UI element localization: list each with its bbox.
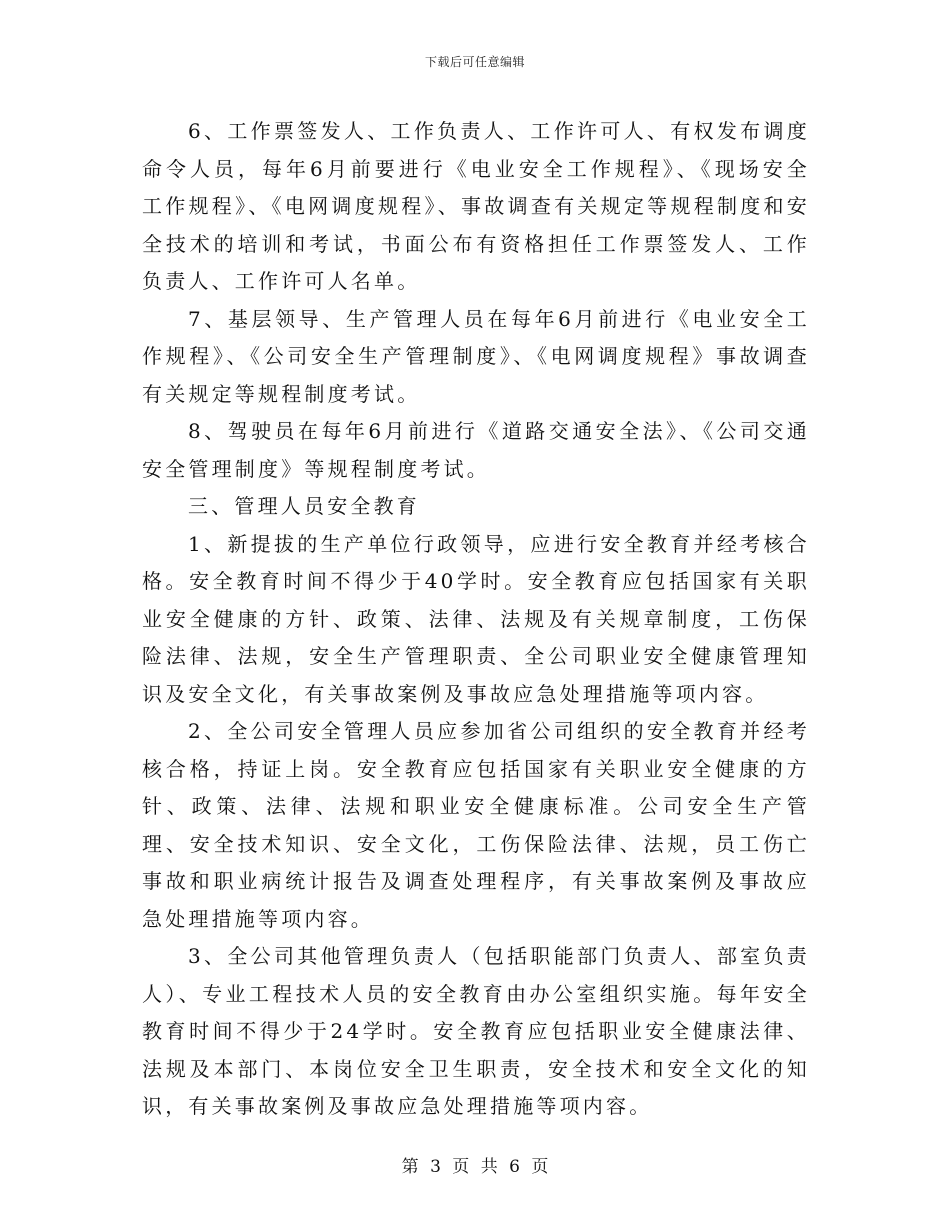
paragraph-item-8: 8、驾驶员在每年6月前进行《道路交通安全法》、《公司交通安全管理制度》等规程制度考试。 <box>142 419 810 481</box>
paragraph-item-6: 6、工作票签发人、工作负责人、工作许可人、有权发布调度命令人员，每年6月前要进行《电业安全工作规程》、《现场安全工作规程》、《电网调度规程》、事故调查有关规定等规程制度和安全技术的培训和考试，书面公布有资格担任工作票签发人、工作负责人、工作许可人名单。 <box>142 119 810 293</box>
paragraph-item-7: 7、基层领导、生产管理人员在每年6月前进行《电业安全工作规程》、《公司安全生产管理制度》、《电网调度规程》事故调查有关规定等规程制度考试。 <box>142 306 810 406</box>
paragraph-item-1: 1、新提拔的生产单位行政领导，应进行安全教育并经考核合格。安全教育时间不得少于40学时。安全教育应包括国家有关职业安全健康的方针、政策、法律、法规及有关规章制度，工伤保险法律、法规，安全生产管理职责、全公司职业安全健康管理知识及安全文化，有关事故案例及事故应急处理措施等项内容。 <box>142 531 810 706</box>
section-heading: 三、管理人员安全教育 <box>188 494 420 518</box>
paragraph-item-3: 3、全公司其他管理负责人（包括职能部门负责人、部室负责人）、专业工程技术人员的安全教育由办公室组织实施。每年安全教育时间不得少于24学时。安全教育应包括职业安全健康法律、法规及本部门、本岗位安全卫生职责，安全技术和安全文化的知识，有关事故案例及事故应急处理措施等项内容。 <box>142 944 810 1118</box>
page-header: 下载后可任意编辑 <box>424 55 525 69</box>
paragraph-item-2: 2、全公司安全管理人员应参加省公司组织的安全教育并经考核合格，持证上岗。安全教育应包括国家有关职业安全健康的方针、政策、法律、法规和职业安全健康标准。公司安全生产管理、安全技术知识、安全文化，工伤保险法律、法规，员工伤亡事故和职业病统计报告及调查处理程序，有关事故案例及事故应急处理措施等项内容。 <box>142 719 810 931</box>
document-body <box>142 113 810 1126</box>
page-number-footer: 第 3 页 共 6 页 <box>401 1157 549 1177</box>
